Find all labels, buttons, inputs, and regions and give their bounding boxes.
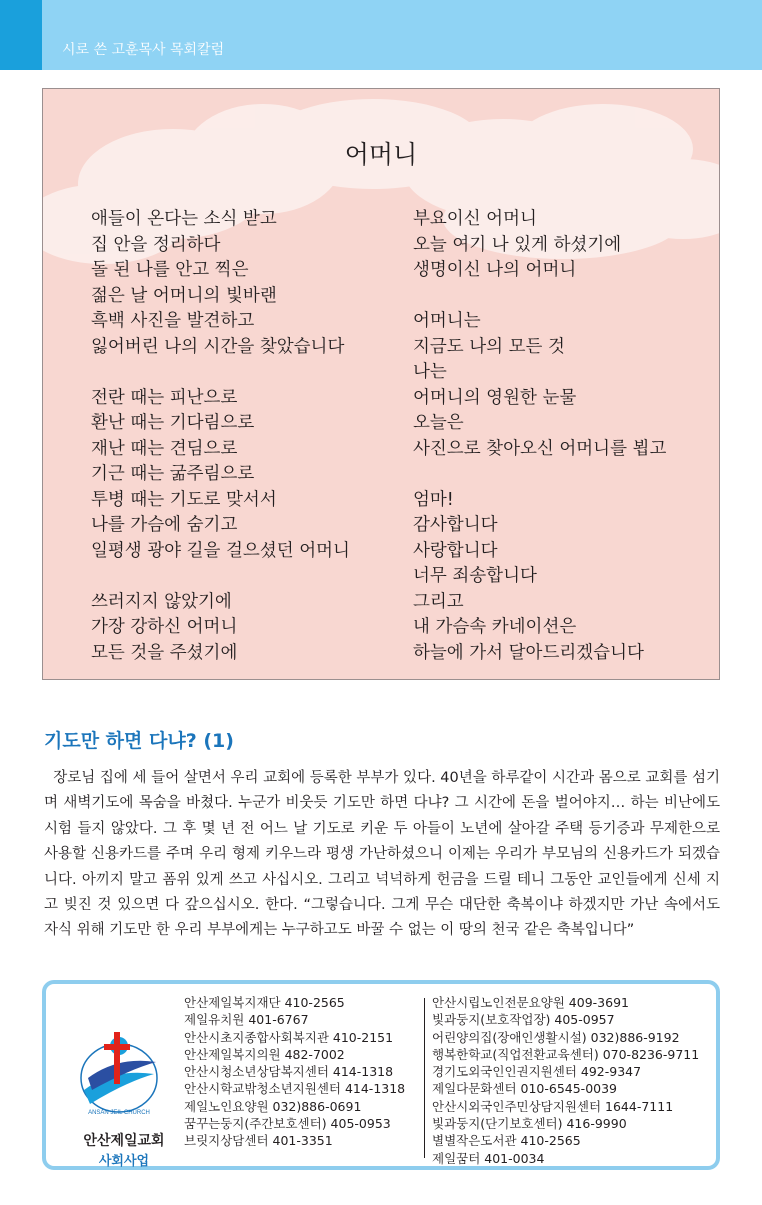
footer-item: 안산시학교밖청소년지원센터 414-1318 [184,1081,406,1097]
poem-line: 사랑합니다 [413,540,498,561]
poem-line: 환난 때는 기다림으로 [91,413,255,433]
poem-line: 엄마! [413,489,454,510]
poem-box [42,88,720,680]
poem-line: 감사합니다 [413,515,498,535]
poem-line: 일평생 광야 길을 걸으셨던 어머니 [91,540,350,561]
footer-item: 꿈꾸는둥지(주간보호센터) 405-0953 [184,1116,391,1132]
footer-item: 제일유치원 401-6767 [184,1012,309,1028]
poem-line: 그리고 [413,591,464,612]
poem-line: 어머니의 영원한 눈물 [413,387,577,408]
footer-list-left [184,994,405,1150]
poem-line: 오늘은 [413,413,464,433]
footer-item: 제일노인요양원 032)886-0691 [184,1098,362,1114]
poem-line: 모든 것을 주셨기에 [91,642,238,663]
poem-line: 오늘 여기 나 있게 하셨기에 [413,234,622,255]
article-title: 기도만 하면 다냐? (1) [44,730,234,752]
footer-item: 제일다문화센터 010-6545-0039 [432,1081,618,1097]
footer-item: 안산시립노인전문요양원 409-3691 [432,995,629,1010]
poem-line: 기근 때는 굶주림으로 [91,464,255,484]
footer-item: 행복한학교(직업전환교육센터) 070-8236-9711 [432,1046,700,1062]
poem-line: 투병 때는 기도로 맞서서 [91,489,277,510]
poem-line: 애들이 온다는 소식 받고 [91,209,277,229]
footer-item: 안산제일복지재단 410-2565 [184,995,345,1010]
footer-item: 빛과둥지(단기보호센터) 416-9990 [432,1116,627,1132]
poem-line: 어머니는 [413,311,481,331]
footer-item: 경기도외국인인권지원센터 492-9347 [432,1064,642,1080]
footer-box [42,980,720,1170]
poem-line: 지금도 나의 모든 것 [413,336,565,357]
page-header [0,0,762,70]
poem-line: 나를 가슴에 숨기고 [91,515,238,535]
poem-line: 가장 강하신 어머니 [91,617,238,637]
poem-line [413,462,666,488]
footer-item: 어린양의집(장애인생활시설) 032)886-9192 [432,1029,680,1045]
article-body [44,766,720,944]
header-title: 시로 쓴 고훈목사 목회칼럼 [62,42,225,58]
org-subtitle: 사회사업 [98,1154,150,1169]
footer-item: 안산시청소년상담복지센터 414-1318 [184,1064,394,1080]
poem-line: 쓰러지지 않았기에 [91,591,232,612]
poem-line: 내 가슴속 카네이션은 [413,617,577,637]
poem-line: 전란 때는 피난으로 [91,387,238,408]
footer-item: 별별작은도서관 410-2565 [432,1133,581,1149]
footer-item: 브릿지상담센터 401-3351 [184,1133,333,1149]
poem-line: 부요이신 어머니 [413,209,537,229]
poem-line [91,564,350,590]
header-tab [0,0,42,70]
poem-line: 나는 [413,362,447,382]
footer-item: 빛과둥지(보호작업장) 405-0957 [432,1012,615,1028]
logo-text: ANSAN JEIL CHURCH [88,1110,150,1116]
poem-line [413,284,666,310]
poem-line [91,360,350,386]
poem-line: 돌 된 나를 안고 찍은 [91,260,249,280]
poem-line: 재난 때는 견딤으로 [91,438,238,459]
footer-item: 안산제일복지의원 482-7002 [184,1046,345,1062]
poem-line: 생명이신 나의 어머니 [413,260,577,280]
poem-left-column [91,207,350,666]
footer-item: 제일꿈터 401-0034 [432,1150,545,1166]
poem-line: 사진으로 찾아오신 어머니를 뵙고 [413,438,667,459]
footer-divider [424,998,425,1158]
footer-item: 안산시초지종합사회복지관 410-2151 [184,1029,394,1045]
footer-list-right [432,994,699,1167]
poem-line: 흑백 사진을 발견하고 [91,311,255,331]
poem-right-column [413,207,666,666]
org-name: 안산제일교회 [83,1133,165,1149]
article-body-text: 장로님 집에 세 들어 살면서 우리 교회에 등록한 부부가 있다. 40년을 하루같이 시간과 몸으로 교회를 섬기며 새벽기도에 목숨을 바쳤다. 누군가 비웃듯 기도만 하면 다냐? 그 시간에 돈을 벌어야지… 하는 비난에도 시험 들지 않았다. 그 후 몇 년 전 어느 날 기도로 키운 두 아들이 노년에 살아갈 주택 등기증과 무제한으로 사용할 신용카드를 주며 우리 형제 키우느라 평생 가난하셨으니 이제는 우리가 부모님의 신용카드가 되겠습니다. 아끼지 말고 폼위 있게 쓰고 사십시오. 그리고 넉넉하게 헌금을 드릴 테니 그동안 교인들에게 신세 지고 빚진 것 있으면 다 갚으십시오. 한다. “그렇습니다. 그게 무슨 대단한 축복이냐 하겠지만 가난 속에서도 자식 위해 기도만 한 우리 부부에게는 누구하고도 바꿀 수 없는 이 땅의 천국 같은 축복입니다” [44,770,721,939]
poem-line: 잃어버린 나의 시간을 찾았습니다 [91,336,345,357]
poem-line: 하늘에 가서 달아드리겠습니다 [413,642,644,663]
poem-line: 너무 죄송합니다 [413,566,537,586]
church-logo-icon [74,1028,164,1120]
poem-line: 젊은 날 어머니의 빛바랜 [91,285,277,306]
poem-title: 어머니 [344,140,418,169]
poem-line: 집 안을 정리하다 [91,234,221,255]
footer-item: 안산시외국인주민상담지원센터 1644-7111 [432,1098,674,1114]
